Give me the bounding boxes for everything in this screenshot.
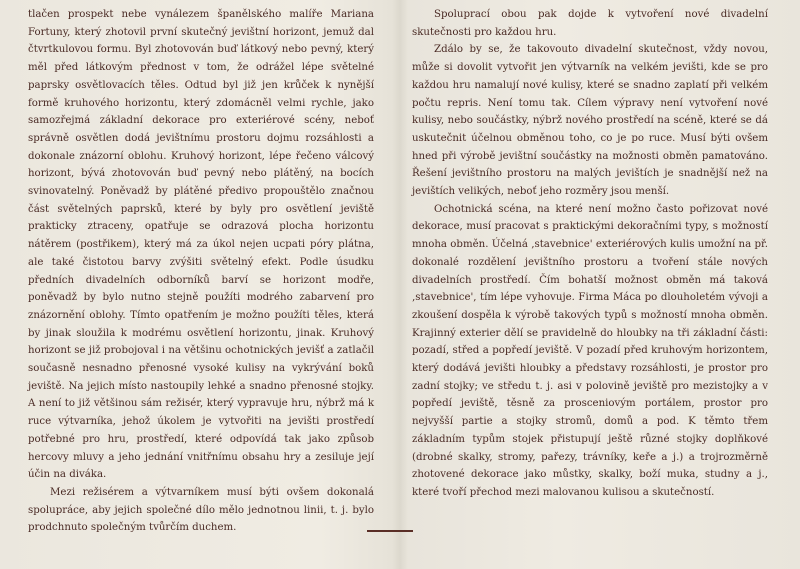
right-paragraph-1: Spoluprací obou pak dojde k vytvoření nové divadelní skutečnosti pro každou hru. — [412, 9, 768, 38]
right-paragraph-3: Ochotnická scéna, na které není možno často pořizovat nové dekorace, musí pracovat s praktickými dekoračními typy, s možností mnoha obměn. Účelná ‚stavebnice' exteriérových kulis umožní na př. dokonalé rozdělení jevištního prostoru a tvoření stále nových divadelních prostředí. Čím bohatší možnost obměn má taková ‚stavebnice', tím lépe vyhovuje. Firma Máca po dlouholetém vývoji a zkoušení dospěla k výrobě takových typů s možností mnoha obměn. Krajinný exterier dělí se pravidelně do hloubky na tři základní části: pozadí, střed a popředí jeviště. V pozadí před kruhovým horizontem, který dodává jevišti hloubky a představy rozsáhlosti, je prostor pro zadní stojky; ve středu t. j. asi v polovině jeviště pro mezistojky a v popředí jeviště, těsně za prosceniovým portálem, prostor pro nejvyšší partie a stojky stromů, domů a pod. K těmto třem základním typům stojek přistupují ještě různé stojky doplňkové (drobné skalky, stromy, pařezy, trávníky, keře a j.) a trojrozměrně zhotovené dekorace jako můstky, skalky, boží muka, studny a j., které tvoří přechod mezi malovanou kulisou a skutečností. — [412, 203, 768, 498]
left-paragraph-2: Mezi režisérem a výtvarníkem musí býti ovšem dokonalá spolupráce, aby jejich společné dílo mělo jednotnou linii, t. j. bylo prodchnuto společným tvůrčím duchem. — [28, 486, 374, 534]
section-divider-rule — [367, 530, 413, 532]
right-page-column — [412, 6, 768, 502]
left-paragraph-1: tlačen prospekt nebe vynálezem španělského malíře Mariana Fortuny, který zhotovil první skutečný jevištní horizont, jemuž dal čtvrtkulovou formu. Byl zhotovován buď látkový nebo pevný, který měl před látkovým přednost v tom, že odrážel lépe světelné paprsky osvětlovacích těles. Odtud byl již jen krůček k nynější formě kruhového horizontu, který zdomácněl velmi rychle, jako samozřejmá základní dekorace pro exteriérové scény, neboť správně osvětlen dodá jevištnímu prostoru dojmu rozsáhlosti a dokonale znázorní oblohu. Kruhový horizont, lépe řečeno válcový horizont, bývá zhotovován buď pevný nebo plátěný, na bocích svinovatelný. Poněvadž by plátěné předivo propouštělo značnou část světelných paprsků, které by byly pro osvětlení jeviště prakticky ztraceny, opatřuje se odrazová plocha horizontu nátěrem (postřikem), který má za úkol nejen ucpati póry plátna, ale také čistotou barvy zvýšiti světelný efekt. Podle úsudku předních divadelních odborníků barví se horizont modře, poněvadž by bylo nutno stejně použíti modrého zabarvení pro znázornění oblohy. Tímto opatřením je možno použíti těles, která by jinak sloužila k modrému osvětlení horizontu, jinak. Kruhový horizont se již probojoval i na většinu ochotnických jevišť a zatlačil současně nesnadno přenosné vysoké kulisy na vykrývání boků jeviště. Na jejich místo nastoupily lehké a snadno přenosné stojky. A není to již většinou sám režisér, který vypravuje hru, nýbrž má k ruce výtvarníka, jehož úkolem je vytvořiti na jevišti prostředí potřebné pro hru, prostředí, které odpovídá tak jako způsob hercovy mluvy a jeho jednání vnitřnímu obsahu hry a zesiluje její účin na diváka. — [28, 9, 374, 481]
left-page-column — [28, 6, 374, 537]
right-paragraph-2: Zdálo by se, že takovouto divadelní skutečnost, vždy novou, může si dovolit vytvořit jen výtvarník na velkém jevišti, kde se pro každou hru namalují nové kulisy, které se snadno zaplatí při velkém počtu repris. Není tomu tak. Cílem výpravy není vytvoření nové kulisy, nebo součástky, nýbrž nového prostředí na scéně, které se dá uskutečnit účelnou obměnou toho, co je po ruce. Musí býti ovšem hned při výrobě jevištní součástky na možnosti obměn pamatováno. Řešení jevištního prostoru na malých jevištích je snadnější než na jevištích velikých, neboť jeho rozměry jsou menší. — [412, 44, 768, 198]
